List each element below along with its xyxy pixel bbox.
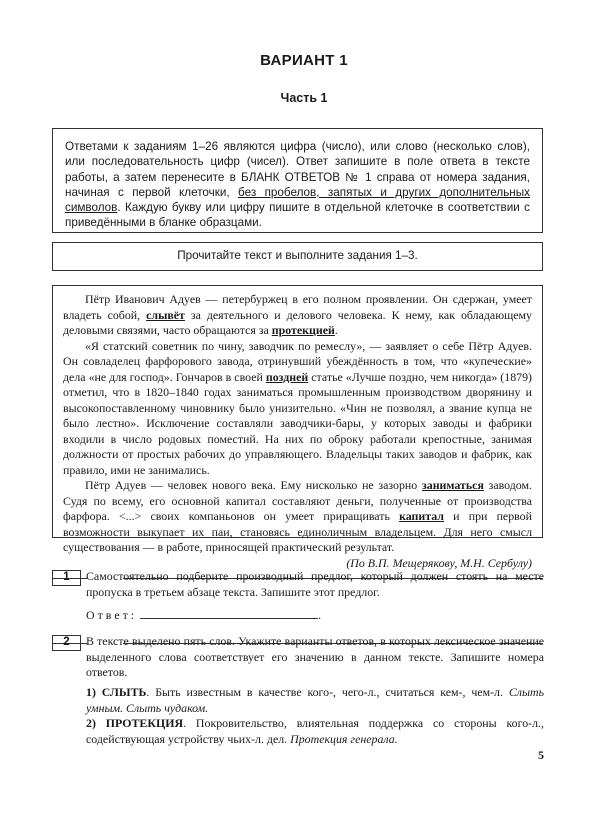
option-example: Протекция генерала. bbox=[290, 731, 398, 746]
option-1 bbox=[86, 685, 544, 716]
highlighted-word: капитал bbox=[399, 509, 444, 523]
passage-text: «Я статский советник по чину, заводчик по ремеслу», — заявляет о себе Пётр Адуев. Он совладелец фарфорового завода, отринувший убеждённость в том, что «купеческие» дела «не для господ». Гончаров в своей bbox=[63, 338, 532, 384]
option-word: ПРОТЕКЦИЯ bbox=[105, 716, 184, 730]
answer-field[interactable] bbox=[140, 607, 318, 619]
passage-text: статье «Лучше поздно, чем никогда» (1879) отметил, что в 1820–1840 годах заниматься промышленным производством дворянину и высокопоставленному чиновнику было унизительно. «Чин не позволял, а звание купца не было лестно». Исключение составляли заводчики-бары, у которых заводы и фабрики входили в число родовых поместий. На них по оброку работали крепостные, занимая должности от простых рабочих до управляющего. Владельцы таких заводов и фабрик, как правило, ими не занимались. bbox=[63, 369, 532, 477]
page-number: 5 bbox=[538, 748, 544, 762]
highlighted-word: заниматься bbox=[421, 478, 484, 492]
instructions-underlined: без пробелов, запятых и других дополнительных символов bbox=[65, 185, 530, 215]
part-title: Часть 1 bbox=[280, 91, 328, 105]
answer-end: . bbox=[318, 608, 322, 622]
instructions-text-end: . Каждую букву или цифру пишите в отдельной клеточке в соответствии с приведёнными в бланке образцами. bbox=[65, 201, 530, 230]
passage-paragraph-1 bbox=[63, 292, 532, 339]
passage-text: заводом. Судя по всему, его основной капитал составляют деньги, полученные от производства фарфора. <...> своих компаньонов он умеет приращивать bbox=[63, 478, 532, 523]
passage-text: . bbox=[334, 323, 338, 337]
highlighted-word: слывёт bbox=[146, 307, 185, 322]
passage-source: (По В.П. Мещерякову, М.Н. Сербулу) bbox=[346, 555, 532, 570]
answer-label: Ответ: bbox=[86, 608, 138, 622]
option-2 bbox=[86, 716, 544, 747]
option-number: 2) bbox=[86, 716, 96, 730]
read-prompt: Прочитайте текст и выполните задания 1–3. bbox=[52, 242, 543, 271]
option-number: 1) bbox=[86, 685, 96, 699]
passage-box bbox=[52, 285, 543, 570]
passage-paragraph-2 bbox=[63, 339, 532, 479]
variant-title: ВАРИАНТ 1 bbox=[260, 52, 348, 69]
option-definition: . Быть известным в качестве кого-, чего-л., считаться кем-, чем-л. bbox=[146, 685, 509, 699]
instructions-box bbox=[52, 128, 543, 233]
option-word: СЛЫТЬ bbox=[101, 685, 147, 699]
answer-row bbox=[86, 607, 321, 623]
option-definition: . Покровительство, влиятельная поддержка со стороны кого-л., содействующая устройству чьих-л. дел. bbox=[86, 716, 544, 746]
highlighted-word: поздней bbox=[265, 369, 309, 384]
passage-text: и при первой возможности выкупает их паи, становясь единоличным владельцем. Для него смысл существования — в работе, приносящей практический результат. bbox=[63, 509, 532, 554]
passage-text: Пётр Иванович Адуев — петербуржец в его полном проявлении. Он сдержан, умеет владеть собой, bbox=[63, 292, 532, 322]
option-example: Слыть умным. Слыть чудаком. bbox=[86, 685, 544, 715]
task-number: 1 bbox=[52, 570, 81, 586]
task-text: В тексте выделено пять слов. Укажите варианты ответов, в которых лексическое значение выделенного слова соответствует его значению в данном тексте. Запишите номера ответов. bbox=[86, 634, 544, 679]
passage-text: Пётр Адуев — человек нового века. Ему нисколько не зазорно bbox=[85, 478, 422, 492]
highlighted-word: протекцией bbox=[271, 323, 335, 337]
task-text: Самостоятельно подберите производный предлог, который должен стоять на месте пропуска в третьем абзаце текста. Запишите этот предлог. bbox=[86, 569, 544, 599]
task-number: 2 bbox=[52, 635, 81, 651]
instructions-text: Ответами к заданиям 1–26 являются цифра (число), или слово (несколько слов), или последовательность цифр (чисел). Ответ запишите в поле ответа в тексте работы, а затем перенесите в БЛАНК ОТВЕТОВ № 1 справа от номера задания, начиная с первой клеточки, bbox=[65, 140, 530, 199]
passage-text: за деятельного и делового человека. К нему, как обладающему деловыми связями, часто обращаются за bbox=[63, 307, 532, 337]
passage-paragraph-3 bbox=[63, 478, 532, 556]
